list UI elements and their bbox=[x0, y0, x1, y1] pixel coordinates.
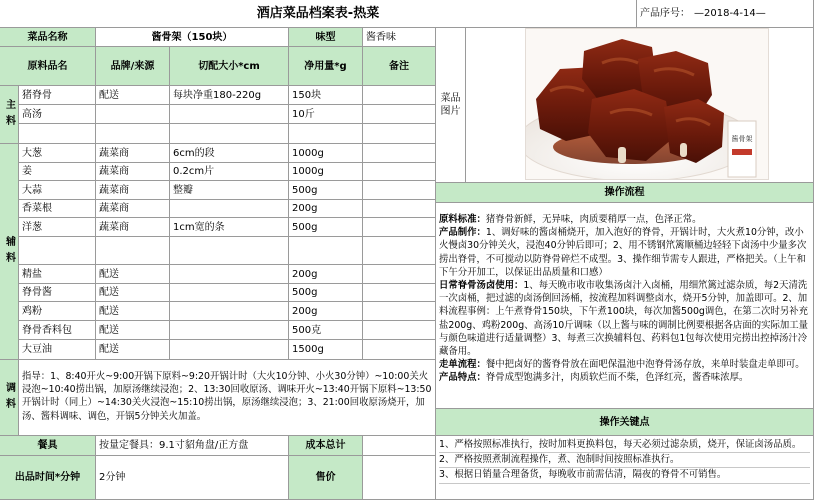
row-aux_rows-6-brand[interactable]: 配送 bbox=[96, 265, 170, 284]
main-section-label: 主料 bbox=[0, 86, 19, 144]
row-aux_rows-8-note[interactable] bbox=[363, 302, 436, 321]
row-main_rows-0-material[interactable]: 猪脊骨 bbox=[19, 86, 96, 105]
row-aux_rows-5-brand[interactable] bbox=[96, 237, 170, 265]
serial-cell bbox=[637, 0, 814, 28]
process-content bbox=[436, 203, 814, 409]
row-aux_rows-8-cut[interactable] bbox=[170, 302, 289, 321]
seasoning-section-label: 调料 bbox=[0, 360, 19, 436]
key-point: 1、严格按照标准执行，按时加料更换料包，每天必须过滤杂质，烧开，保证卤汤品质。 bbox=[439, 438, 810, 453]
process-title: 操作流程 bbox=[436, 183, 814, 203]
aux-section-label: 辅料 bbox=[0, 144, 19, 360]
photo-tag: 酱骨架 bbox=[731, 135, 753, 143]
col-net: 净用量*g bbox=[289, 47, 363, 86]
row-main_rows-1-brand[interactable] bbox=[96, 105, 170, 124]
keys-content bbox=[436, 436, 814, 500]
row-aux_rows-3-note[interactable] bbox=[363, 200, 436, 218]
key-point: 3、根据日销量合理备货，每晚收市前需估清，隔夜的脊骨不可销售。 bbox=[439, 468, 810, 483]
row-main_rows-2-brand[interactable] bbox=[96, 124, 170, 144]
row-main_rows-1-material[interactable]: 高汤 bbox=[19, 105, 96, 124]
row-aux_rows-4-net[interactable]: 500g bbox=[289, 218, 363, 237]
row-main_rows-2-net[interactable] bbox=[289, 124, 363, 144]
row-aux_rows-4-brand[interactable]: 蔬菜商 bbox=[96, 218, 170, 237]
row-main_rows-2-material[interactable] bbox=[19, 124, 96, 144]
row-main_rows-0-net[interactable]: 150块 bbox=[289, 86, 363, 105]
row-aux_rows-10-net[interactable]: 1500g bbox=[289, 340, 363, 360]
row-aux_rows-3-net[interactable]: 200g bbox=[289, 200, 363, 218]
row-aux_rows-0-brand[interactable]: 蔬菜商 bbox=[96, 144, 170, 163]
tableware-value[interactable]: 按量定餐具：9.1寸貂角盘/正方盘 bbox=[96, 436, 289, 456]
row-aux_rows-2-note[interactable] bbox=[363, 181, 436, 200]
pork-ribs-image bbox=[526, 29, 769, 180]
row-aux_rows-7-material[interactable]: 脊骨酱 bbox=[19, 284, 96, 302]
row-aux_rows-3-cut[interactable] bbox=[170, 200, 289, 218]
price-label: 售价 bbox=[289, 456, 363, 500]
row-main_rows-1-cut[interactable] bbox=[170, 105, 289, 124]
col-cut: 切配大小*cm bbox=[170, 47, 289, 86]
row-aux_rows-7-brand[interactable]: 配送 bbox=[96, 284, 170, 302]
row-aux_rows-1-material[interactable]: 姜 bbox=[19, 163, 96, 181]
row-main_rows-0-cut[interactable]: 每块净重180-220g bbox=[170, 86, 289, 105]
row-aux_rows-9-note[interactable] bbox=[363, 321, 436, 340]
process-paragraph: 产品制作：1、调好味的酱卤桶烧开，加入泡好的脊骨，开锅计时，大火煮10分钟，改小火慢卤30分钟关火，浸泡40分钟后即可；2、用不锈钢笊篱顺桶边轻轻下卤汤中少量多次捞出脊骨，不可搅动以防脊骨碎烂不成型。3、操作细节需专人跟进，严格把关。（上午和下午分开加工，以保证出品质量和口感） bbox=[439, 227, 807, 278]
photo-label-cell bbox=[436, 28, 466, 183]
row-aux_rows-3-material[interactable]: 香菜根 bbox=[19, 200, 96, 218]
dish-name[interactable]: 酱骨架（150块） bbox=[96, 28, 289, 47]
row-aux_rows-6-note[interactable] bbox=[363, 265, 436, 284]
row-main_rows-2-cut[interactable] bbox=[170, 124, 289, 144]
row-aux_rows-0-material[interactable]: 大葱 bbox=[19, 144, 96, 163]
row-aux_rows-2-cut[interactable]: 整瓣 bbox=[170, 181, 289, 200]
process-paragraph: 产品特点：脊骨成型饱满多汁，肉质软烂而不柴，色泽红亮，酱香味浓厚。 bbox=[439, 372, 749, 384]
row-aux_rows-4-note[interactable] bbox=[363, 218, 436, 237]
row-main_rows-1-note[interactable] bbox=[363, 105, 436, 124]
row-aux_rows-9-cut[interactable] bbox=[170, 321, 289, 340]
taste-label: 味型 bbox=[289, 28, 363, 47]
row-aux_rows-7-cut[interactable] bbox=[170, 284, 289, 302]
row-aux_rows-9-material[interactable]: 脊骨香料包 bbox=[19, 321, 96, 340]
row-aux_rows-1-cut[interactable]: 0.2cm片 bbox=[170, 163, 289, 181]
serial-date: —2018-4-14— bbox=[694, 8, 766, 19]
process-paragraph: 日常脊骨汤卤使用：1、每天晚市收市收集汤卤汁入卤桶，用细笊篱过滤杂质，每2天清洗一次卤桶，把过滤的卤汤倒回汤桶，按流程加料调整卤水，烧开5分钟，加盖即可。2、加料流程事例：上午煮脊骨150块，下午煮100块，每次加酱500g调色，在第二次时另补充盐200g、鸡粉200g、高汤10斤调味（以上酱与味的调制比例要根据各店面的实际加工量与颜色味道进行适量调整）3、每煮三次换辅料包、药料包1包每次使用完捞出控掉汤汁冷藏备用。 bbox=[439, 280, 809, 358]
row-aux_rows-8-brand[interactable]: 配送 bbox=[96, 302, 170, 321]
row-aux_rows-1-brand[interactable]: 蔬菜商 bbox=[96, 163, 170, 181]
row-aux_rows-5-material[interactable] bbox=[19, 237, 96, 265]
row-main_rows-0-note[interactable] bbox=[363, 86, 436, 105]
row-aux_rows-2-brand[interactable]: 蔬菜商 bbox=[96, 181, 170, 200]
tableware-label: 餐具 bbox=[0, 436, 96, 456]
row-aux_rows-2-net[interactable]: 500g bbox=[289, 181, 363, 200]
row-aux_rows-5-net[interactable] bbox=[289, 237, 363, 265]
row-aux_rows-10-cut[interactable] bbox=[170, 340, 289, 360]
row-aux_rows-0-note[interactable] bbox=[363, 144, 436, 163]
row-aux_rows-9-net[interactable]: 500克 bbox=[289, 321, 363, 340]
col-note: 备注 bbox=[363, 47, 436, 86]
row-aux_rows-7-net[interactable]: 500g bbox=[289, 284, 363, 302]
col-material: 原料品名 bbox=[0, 47, 96, 86]
process-paragraph: 走单流程：餐中把卤好的酱脊骨放在面吧保温池中泡脊骨汤存放，来单时装盘走单即可。 bbox=[439, 359, 805, 371]
taste-value[interactable]: 酱香味 bbox=[363, 28, 436, 47]
dish-name-label: 菜品名称 bbox=[0, 28, 96, 47]
row-main_rows-1-net[interactable]: 10斤 bbox=[289, 105, 363, 124]
row-main_rows-2-note[interactable] bbox=[363, 124, 436, 144]
seasoning-text[interactable]: 指导：1、8:40开火~9:00开锅下原料~9:20开锅计时（大火10分钟、小火30分钟）~10:00关火浸泡~10:40捞出锅，加原汤继续浸泡；2、13:30回收原汤、调味开火~13:40开锅下原料~13:50开锅计时（同上）~14:30关火浸泡~15:10捞出锅，原汤继续浸泡；3、21:00回收原汤烧开，加汤、酱料调味、调色，开锅5分钟关火加盖。 bbox=[19, 360, 436, 436]
row-aux_rows-1-net[interactable]: 1000g bbox=[289, 163, 363, 181]
row-aux_rows-9-brand[interactable]: 配送 bbox=[96, 321, 170, 340]
time-label: 出品时间*分钟 bbox=[0, 456, 96, 500]
row-aux_rows-5-note[interactable] bbox=[363, 237, 436, 265]
row-aux_rows-6-cut[interactable] bbox=[170, 265, 289, 284]
row-aux_rows-6-material[interactable]: 精盐 bbox=[19, 265, 96, 284]
row-aux_rows-4-material[interactable]: 洋葱 bbox=[19, 218, 96, 237]
row-main_rows-0-brand[interactable]: 配送 bbox=[96, 86, 170, 105]
row-aux_rows-6-net[interactable]: 200g bbox=[289, 265, 363, 284]
row-aux_rows-1-note[interactable] bbox=[363, 163, 436, 181]
key-point: 2、严格按照煮制流程操作，煮、泡制时间按照标准执行。 bbox=[439, 453, 810, 468]
time-value[interactable]: 2分钟 bbox=[96, 456, 289, 500]
row-aux_rows-5-cut[interactable] bbox=[170, 237, 289, 265]
cost-label: 成本总计 bbox=[289, 436, 363, 456]
row-aux_rows-10-note[interactable] bbox=[363, 340, 436, 360]
cost-value[interactable] bbox=[363, 436, 436, 456]
row-aux_rows-7-note[interactable] bbox=[363, 284, 436, 302]
process-paragraph: 原料标准：猪脊骨新鲜，无异味，肉质要稍厚一点，色泽正常。 bbox=[439, 214, 702, 225]
row-aux_rows-10-brand[interactable]: 配送 bbox=[96, 340, 170, 360]
row-aux_rows-4-cut[interactable]: 1cm宽的条 bbox=[170, 218, 289, 237]
col-brand: 品牌/来源 bbox=[96, 47, 170, 86]
row-aux_rows-2-material[interactable]: 大蒜 bbox=[19, 181, 96, 200]
sheet-title: 酒店菜品档案表-热菜 bbox=[0, 0, 637, 28]
row-aux_rows-0-cut[interactable]: 6cm的段 bbox=[170, 144, 289, 163]
row-aux_rows-8-net[interactable]: 200g bbox=[289, 302, 363, 321]
price-value[interactable] bbox=[363, 456, 436, 500]
row-aux_rows-3-brand[interactable]: 蔬菜商 bbox=[96, 200, 170, 218]
row-aux_rows-8-material[interactable]: 鸡粉 bbox=[19, 302, 96, 321]
row-aux_rows-0-net[interactable]: 1000g bbox=[289, 144, 363, 163]
serial-label: 产品序号： bbox=[640, 8, 690, 19]
keys-title: 操作关键点 bbox=[436, 409, 814, 436]
row-aux_rows-10-material[interactable]: 大豆油 bbox=[19, 340, 96, 360]
dish-photo bbox=[525, 28, 769, 180]
photo-label: 菜品图片 bbox=[440, 93, 461, 117]
